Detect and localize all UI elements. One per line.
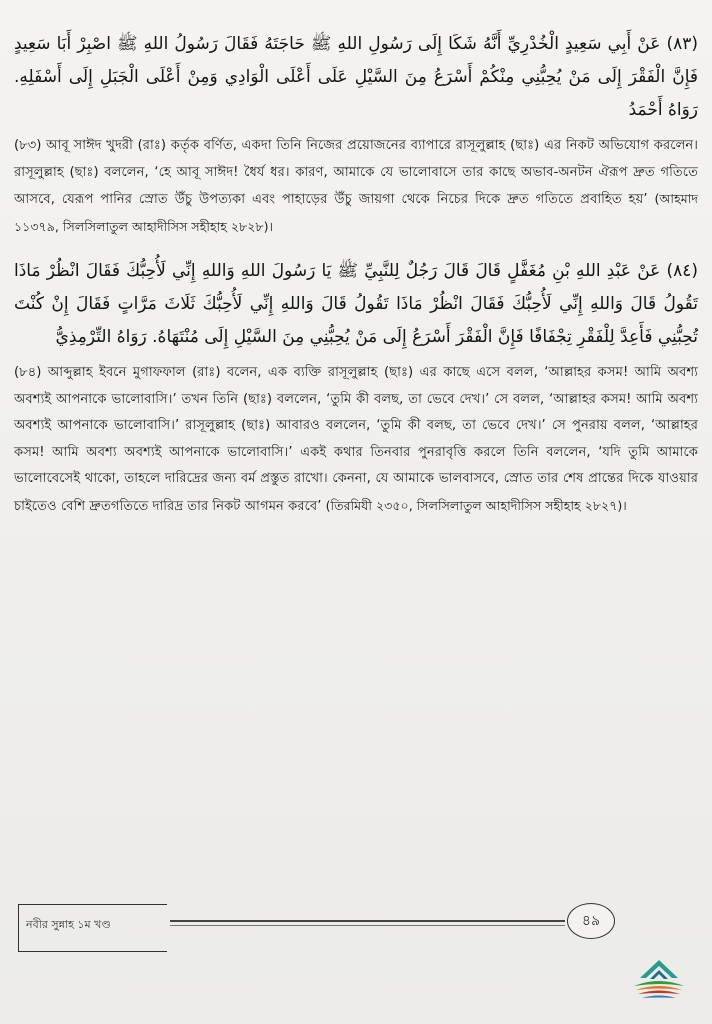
footer-divider [170, 920, 565, 922]
footer-book-title: নবীর সুন্নাহ ১ম খণ্ড [26, 918, 111, 931]
hadith-83-translation [14, 133, 698, 241]
hadith-83-reference: (আহমাদ ১১৩৭৯, সিলসিলাতুল আহাদীসিস সহীহাহ ২৮২৮)। [14, 191, 698, 234]
footer-divider-thin [170, 925, 565, 926]
publisher-logo-icon [628, 956, 690, 1006]
hadith-83-arabic: (٨٣) عَنْ أَبِي سَعِيدٍ الْخُدْرِيِّ أَنَّهُ شَكَا إِلَى رَسُولِ اللهِ ﷺ حَاجَتَهُ فَقَالَ رَسُولُ اللهِ ﷺ اصْبِرْ أَبَا سَعِيدٍ فَإِنَّ الْفَقْرَ إِلَى مَنْ يُحِبُّنِي مِنْكُمْ أَسْرَعُ مِنَ السَّيْلِ عَلَى أَعْلَى الْوَادِي وَمِنْ أَعْلَى الْجَبَلِ إِلَى أَسْفَلِهِ. رَوَاهُ أَحْمَدُ [14, 34, 698, 120]
hadith-84-arabic: (٨٤) عَنْ عَبْدِ اللهِ بْنِ مُغَفَّلٍ قَالَ قَالَ رَجُلٌ لِلنَّبِيِّ ﷺ يَا رَسُولَ اللهِ وَاللهِ إِنِّي لَأُحِبُّكَ فَقَالَ انْظُرْ مَاذَا تَقُولُ قَالَ وَاللهِ إِنِّي لَأُحِبُّكَ فَقَالَ انْظُرْ مَاذَا تَقُولُ قَالَ وَاللهِ إِنِّي لَأُحِبُّكَ ثَلَاثَ مَرَّاتٍ فَقَالَ إِنْ كُنْتَ تُحِبُّنِي فَأَعِدَّ لِلْفَقْرِ تِجْفَافًا فَإِنَّ الْفَقْرَ أَسْرَعُ إِلَى مَنْ يُحِبُّنِي مِنَ السَّيْلِ إِلَى مُنْتَهَاهُ. رَوَاهُ التِّرْمِذِيُّ [14, 261, 698, 347]
hadith-84-translation-text: (৮৪) আব্দুল্লাহ ইবনে মুগাফফাল (রাঃ) বলেন, এক ব্যক্তি রাসূলুল্লাহ (ছাঃ) এর কাছে এসে বলল, ‘আল্লাহর কসম! আমি অবশ্য অবশ্যই আপনাকে ভালোবাসি।’ তখন তিনি (ছাঃ) বললেন, ‘তুমি কী বলছ, তা ভেবে দেখ।’ সে বলল, ‘আল্লাহর কসম! আমি অবশ্য অবশ্যই আপনাকে ভালোবাসি।’ রাসূলুল্লাহ (ছাঃ) আবারও বললেন, ‘তুমি কী বলছ, তা ভেবে দেখ।’ সে পুনরায় বলল, ‘আল্লাহর কসম! আমি অবশ্য অবশ্যই আপনাকে ভালোবাসি।’ একই কথার তিনবার পুনরাবৃত্তি করলে তিনি বললেন, ‘যদি তুমি আমাকে ভালোবেসেই থাকো, তাহলে দারিদ্রের জন্য বর্ম প্রস্তুত রাখো। কেননা, যে আমাকে ভালবাসবে, স্রোত তার শেষ প্রান্তের দিকে যাওয়ার চাইতেও বেশি দ্রুতগতিতে দারিদ্র তার নিকট আগমন করবে’ [14, 365, 698, 514]
hadith-84-reference: (তিরমিযী ২৩৫০, সিলসিলাতুল আহাদীসিস সহীহাহ ২৮২৭)। [325, 497, 627, 513]
page-content [14, 28, 698, 520]
hadith-84-translation [14, 360, 698, 520]
page-number: ৪৯ [567, 903, 615, 939]
hadith-83-translation-text: (৮৩) আবূ সাঈদ খুদরী (রাঃ) কর্তৃক বর্ণিত, একদা তিনি নিজের প্রয়োজনের ব্যাপারে রাসূলুল্লাহ (ছাঃ) এর নিকট অভিযোগ করলেন। রাসূলুল্লাহ (ছাঃ) বললেন, ‘হে আবূ সাঈদ! ধৈর্য ধর। কারণ, আমাকে যে ভালোবাসে তার কাছে অভাব-অনটন ঐরূপ দ্রুত গতিতে আসবে, যেরূপ পানির স্রোত উঁচু উপত্যকা এবং পাহাড়ের উঁচু জায়গা থেকে নিচের দিকে দ্রুত গতিতে প্রবাহিত হয়’ [14, 138, 698, 207]
